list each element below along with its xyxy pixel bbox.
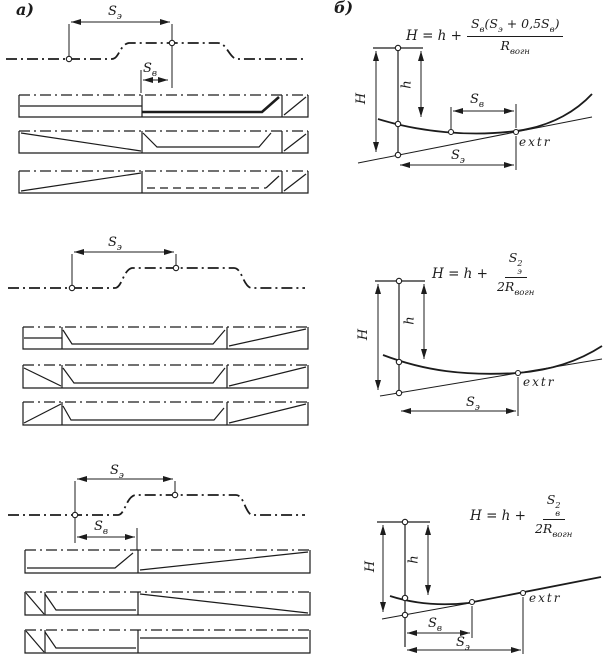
formula-fraction [531,492,576,540]
dim-label-h-row3: h [406,555,422,564]
formula-numerator: $S_в(S_э + 0,5S_в)$ [467,16,563,37]
dim-label-se-row3-b: $S_э$ [456,635,470,653]
dim-label-se-row1-b: $S_э$ [451,148,465,166]
dim-label-sv-row1: $S_в$ [143,61,158,79]
profile-and-bars-svg-row1 [0,0,320,220]
visibility-bar-3-3 [25,630,310,653]
visibility-bar-3-2 [25,592,310,615]
formula-lhs: H = h + [432,265,488,282]
dim-label-h-row1: h [399,80,415,89]
panel-curve-row1 [320,0,605,220]
dim-label-se-row3: $S_э$ [110,463,124,481]
profile-and-bars-svg-row3 [0,440,320,658]
panel-profile-row3 [0,440,320,658]
formula-lhs: H = h + [470,507,526,524]
dim-label-se-row2: $S_э$ [108,235,122,253]
dim-label-sv-row3: $S_в$ [94,519,109,537]
panel-curve-row2 [320,220,605,440]
dim-label-H-row1: H [354,92,370,105]
dim-label-H-row3: H [363,560,379,573]
formula-row3 [470,492,576,540]
panel-profile-row2 [0,220,320,440]
visibility-bar-2-3 [23,402,308,425]
formula-denominator: $R_{вогн}$ [500,37,530,57]
dim-label-H-row2: H [356,328,372,341]
profile-and-bars-svg-row2 [0,220,320,440]
visibility-bar-1-3 [19,171,308,193]
dim-label-sv-row1-b: $S_в$ [470,92,485,110]
extr-label-row1: extr [519,135,552,149]
formula-row1 [406,16,563,57]
formula-denominator: $2R_{вогн}$ [534,520,573,540]
dim-label-se-row1: $S_э$ [108,4,122,22]
section-label-b: б) [334,0,354,17]
dim-label-se-row2-b: $S_э$ [466,395,480,413]
formula-fraction [493,250,538,298]
dim-label-sv-row3-b: $S_в$ [428,616,443,634]
formula-numerator: S 2 э [505,250,527,278]
visibility-bar-2-1 [23,327,308,349]
formula-fraction [467,16,563,57]
panel-curve-row3 [320,440,605,658]
formula-denominator: $2R_{вогн}$ [496,278,535,298]
formula-row2 [432,250,538,298]
visibility-bar-1-2 [19,131,308,153]
section-label-a: а) [16,0,34,19]
visibility-bar-3-1 [25,550,310,573]
extr-label-row3: extr [529,591,562,605]
formula-lhs: H = h + [406,28,462,45]
visibility-bar-1-1 [19,95,308,117]
sag-curve-svg-row3 [320,440,605,658]
formula-numerator: S 2 в [543,492,565,520]
extr-label-row2: extr [523,375,556,389]
visibility-bar-2-2 [23,365,308,388]
panel-profile-row1 [0,0,320,220]
dim-label-h-row2: h [402,316,418,325]
